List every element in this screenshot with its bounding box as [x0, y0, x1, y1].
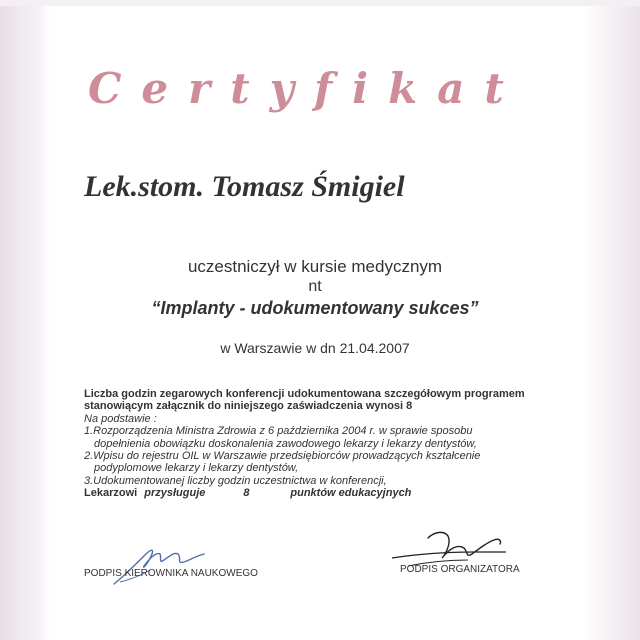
page-top-edge [0, 0, 640, 6]
basis-item-1a: 1.Rozporządzenia Ministra Zdrowia z 6 października 2004 r. w sprawie sposobu [84, 425, 473, 438]
info-block [84, 388, 554, 500]
organizer-label: PODPIS ORGANIZATORA [400, 564, 520, 575]
course-title: “Implanty - udokumentowany sukces” [151, 298, 479, 318]
points-verb: przysługuje [144, 487, 206, 500]
place-date: w Warszawie w dn 21.04.2007 [220, 340, 410, 356]
basis-item-3: 3.Udokumentowanej liczby godzin uczestnictwa w konferencji, [84, 474, 387, 487]
hours-line-2: stanowiącym załącznik do niniejszego zaświadczenia wynosi 8 [84, 400, 413, 413]
basis-heading: Na podstawie : [84, 412, 157, 425]
points-value: 8 [243, 487, 250, 500]
participation-text: uczestniczył w kursie medycznym [187, 257, 443, 276]
basis-item-1b: dopełnienia obowiązku doskonalenia zawodowego lekarzy i lekarzy dentystów, [94, 437, 477, 450]
points-label: Lekarzowi [84, 487, 138, 500]
points-line [84, 487, 554, 499]
nt-text: nt [308, 278, 322, 295]
basis-item-2a: 2.Wpisu do rejestru OIL w Warszawie przedsiębiorców prowadzących kształcenie [84, 450, 481, 463]
organizer-signature [388, 518, 548, 598]
scientific-director-signature [84, 536, 284, 596]
recipient-name: Lek.stom. Tomasz Śmigiel [84, 170, 405, 203]
certificate-title: Certyfikat [88, 64, 524, 113]
scientific-director-label: PODPIS KIEROWNIKA NAUKOWEGO [84, 568, 258, 579]
basis-item-2b: podyplomowe lekarzy i lekarzy dentystów, [94, 462, 299, 475]
page-right-edge [582, 0, 640, 640]
points-unit: punktów edukacyjnych [290, 487, 412, 500]
page-left-edge [0, 0, 50, 640]
hours-line-1: Liczba godzin zegarowych konferencji udokumentowana szczegółowym programem [84, 388, 525, 400]
